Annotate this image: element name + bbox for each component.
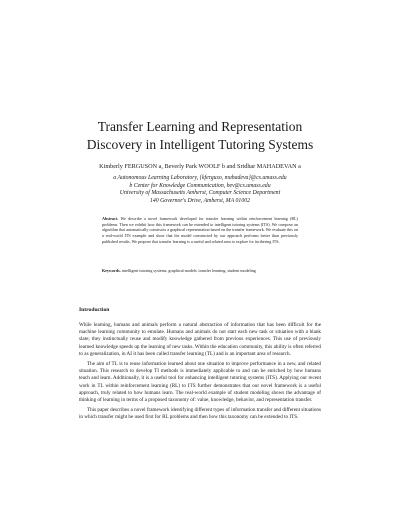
section-heading: Introduction <box>79 307 110 313</box>
affiliation-line: b Center for Knowledge Communication, bev@cs.umass.edu <box>129 182 271 189</box>
paragraph: This paper describes a novel framework identifying different types of information transfer and different situations in which transfer might be used first for RL problems and then how this taxonomy can be extended to ITS. <box>79 407 321 421</box>
keywords-label: Keywords. <box>102 268 121 273</box>
keywords <box>102 268 298 274</box>
paper-title <box>40 118 360 154</box>
body-text <box>79 322 321 425</box>
abstract <box>102 216 298 245</box>
paragraph: The aim of TL is to reuse information learned about one situation to improve performance in a new, and related situation. This research to develop TI methods is immediately applicable to and can be enriched by how humans teach and learn. Additionally, it is a useful tool for enhancing intelligent tutoring systems (ITS). Applying our recent work in TL within reinforcement learning (RL) to ITS further demonstrates that our novel framework is a useful approach, truly related to how humans learn. The real-world example of student modeling shows the advantage of thinking of learning in terms of a proposed taxonomy of: value, knowledge, behavior, and representation transfer. <box>79 361 321 404</box>
affiliations <box>30 175 370 205</box>
title-line-2: Discovery in Intelligent Tutoring Systems <box>86 137 314 152</box>
paragraph: While learning, humans and animals perform a natural abstraction of information that has been difficult for the machine learning community to emulate. Humans and animals do not start each new task or situation with a blank slate; they instinctually reuse and modify knowledge gathered from previous experiences. This use of previously learned knowledge speeds up the learning of new tasks. Within the education community, this ability is often referred to as generalization, in AI it has been called transfer learning (TL) and is an important area of research. <box>79 322 321 357</box>
affiliation-line: a Autonomous Learning Laboratory, {kferguso, mahadeva}@cs.umass.edu <box>113 175 287 181</box>
affiliation-line: University of Massachusetts Amherst, Computer Science Department <box>119 190 281 197</box>
title-line-1: Transfer Learning and Representation <box>97 119 303 134</box>
keywords-text: intelligent tutoring systems, graphical models, transfer learning, student modeling <box>121 268 256 273</box>
author-list: Kimberly FERGUSON a, Beverly Park WOOLF b and Sridhar MAHADEVAN a <box>99 163 301 170</box>
abstract-label: Abstract. <box>102 216 119 221</box>
abstract-text: We describe a novel framework developed for transfer learning within reinforcement learning (RL) problems. Then we exhibit how this framework can be extended to intelligent tutoring systems (ITS). We compose an algorithm that automatically constructs a graphical representation based on the transfer framework. We evaluate this on a real-world ITS example and show that the model constructed by our approach performs better than previously published results. We propose that transfer learning is a useful and related area to explore for furthering ITS. <box>102 216 298 244</box>
affiliation-line: 140 Governor's Drive, Amherst, MA 01002 <box>149 197 251 204</box>
